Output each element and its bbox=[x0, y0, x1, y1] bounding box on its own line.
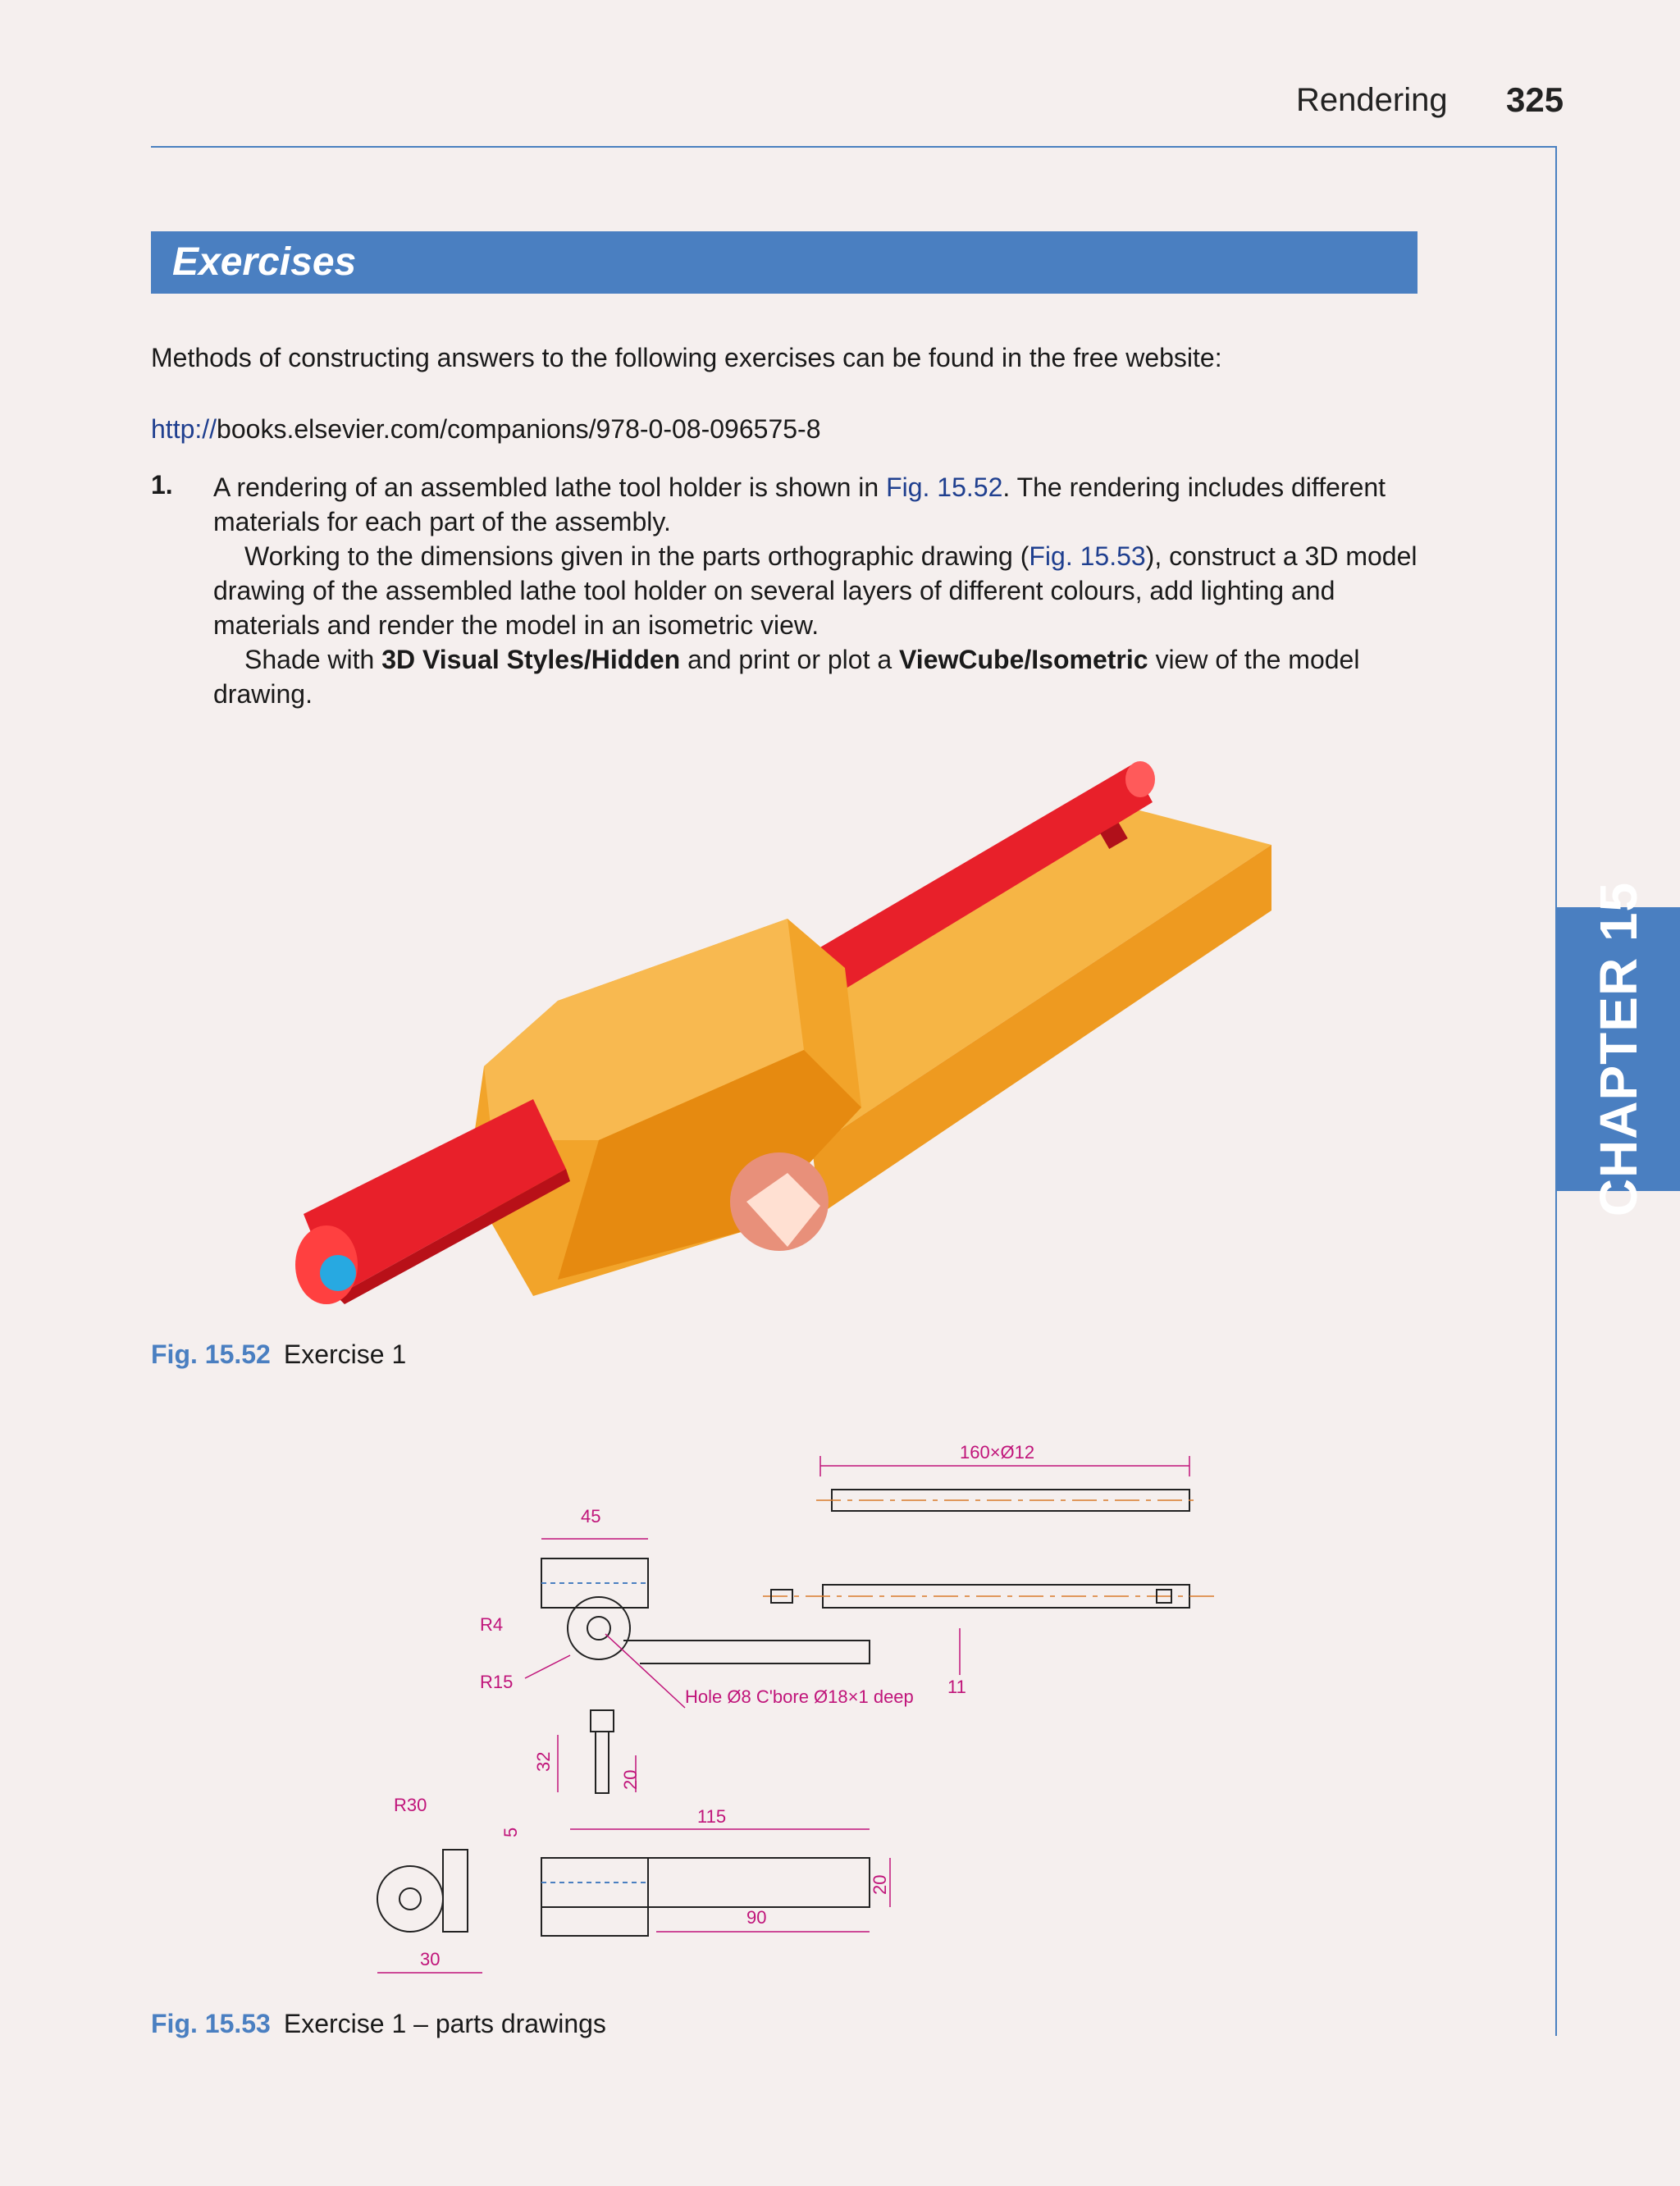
p3-bold-visual-styles: 3D Visual Styles/Hidden bbox=[381, 645, 681, 674]
dim-90: 90 bbox=[746, 1907, 767, 1928]
p3-text-a: Shade with bbox=[244, 645, 382, 674]
dim-r30: R30 bbox=[394, 1795, 427, 1815]
exercises-heading-band bbox=[151, 231, 1418, 294]
running-header-section: Rendering bbox=[1296, 82, 1448, 118]
dim-20-bolt: 20 bbox=[620, 1769, 641, 1790]
lathe-tool-holder-rendering bbox=[287, 755, 1288, 1312]
p3-text-c: view of the model drawing. bbox=[213, 645, 1360, 709]
fig-15-52-caption bbox=[151, 1339, 406, 1370]
url-prefix[interactable]: http:// bbox=[151, 414, 217, 444]
dim-11: 11 bbox=[947, 1677, 966, 1697]
dim-5: 5 bbox=[500, 1827, 521, 1837]
bolt-drawing bbox=[533, 1710, 641, 1793]
exercise-number: 1. bbox=[151, 470, 173, 500]
dim-r4: R4 bbox=[480, 1614, 504, 1635]
exercise-body bbox=[213, 470, 1419, 711]
dim-45: 45 bbox=[581, 1506, 601, 1527]
short-rod-tip bbox=[320, 1255, 356, 1291]
dim-32: 32 bbox=[533, 1751, 554, 1772]
fig-15-53-link[interactable]: Fig. 15.53 bbox=[1029, 541, 1146, 571]
rod-drawing bbox=[763, 1442, 1214, 1608]
p3-text-b: and print or plot a bbox=[680, 645, 900, 674]
dim-115: 115 bbox=[697, 1806, 727, 1827]
chapter-tab-label: CHAPTER 15 bbox=[1589, 881, 1648, 1217]
parts-orthographic-drawing bbox=[361, 1419, 1247, 1993]
end-view-drawing bbox=[377, 1795, 482, 1973]
fig-15-52-text: Exercise 1 bbox=[283, 1339, 407, 1369]
long-rod-end bbox=[1125, 761, 1155, 797]
p1-text-a: A rendering of an assembled lathe tool holder is shown in bbox=[213, 472, 887, 502]
header-rule bbox=[151, 146, 1557, 148]
dim-160-rod: 160×Ø12 bbox=[960, 1442, 1035, 1463]
p2-text-b: ), construct a 3D model drawing of the assembled lathe tool holder on several layers of different colours, add lighting and materials and render the model in an isometric view. bbox=[213, 541, 1418, 640]
url-rest[interactable]: books.elsevier.com/companions/978-0-08-096575-8 bbox=[217, 414, 821, 444]
exercises-heading: Exercises bbox=[172, 240, 357, 284]
fig-15-52-label: Fig. 15.52 bbox=[151, 1339, 271, 1369]
dim-30: 30 bbox=[420, 1949, 441, 1969]
intro-text: Methods of constructing answers to the following exercises can be found in the free website: bbox=[151, 343, 1222, 372]
holder-body-drawing bbox=[500, 1806, 890, 1936]
exercise-paragraph-3 bbox=[213, 642, 1419, 711]
p2-text-a: Working to the dimensions given in the parts orthographic drawing ( bbox=[244, 541, 1029, 571]
dim-r15: R15 bbox=[480, 1672, 514, 1692]
exercise-paragraph-1 bbox=[213, 470, 1419, 539]
exercise-paragraph-2 bbox=[213, 539, 1419, 642]
page-number: 325 bbox=[1506, 80, 1564, 119]
dim-20-body: 20 bbox=[870, 1874, 890, 1895]
chapter-tab bbox=[1557, 881, 1680, 1217]
p1-text-b: . The rendering includes different materials for each part of the assembly. bbox=[213, 472, 1386, 536]
fig-15-52-link[interactable]: Fig. 15.52 bbox=[886, 472, 1003, 502]
p3-bold-viewcube: ViewCube/Isometric bbox=[899, 645, 1148, 674]
fig-15-53-label: Fig. 15.53 bbox=[151, 2009, 271, 2038]
fig-15-53-caption bbox=[151, 2009, 606, 2039]
dim-hole: Hole Ø8 C'bore Ø18×1 deep bbox=[685, 1686, 914, 1707]
fig-15-53-text: Exercise 1 – parts drawings bbox=[283, 2009, 606, 2038]
companion-url[interactable] bbox=[151, 414, 820, 445]
